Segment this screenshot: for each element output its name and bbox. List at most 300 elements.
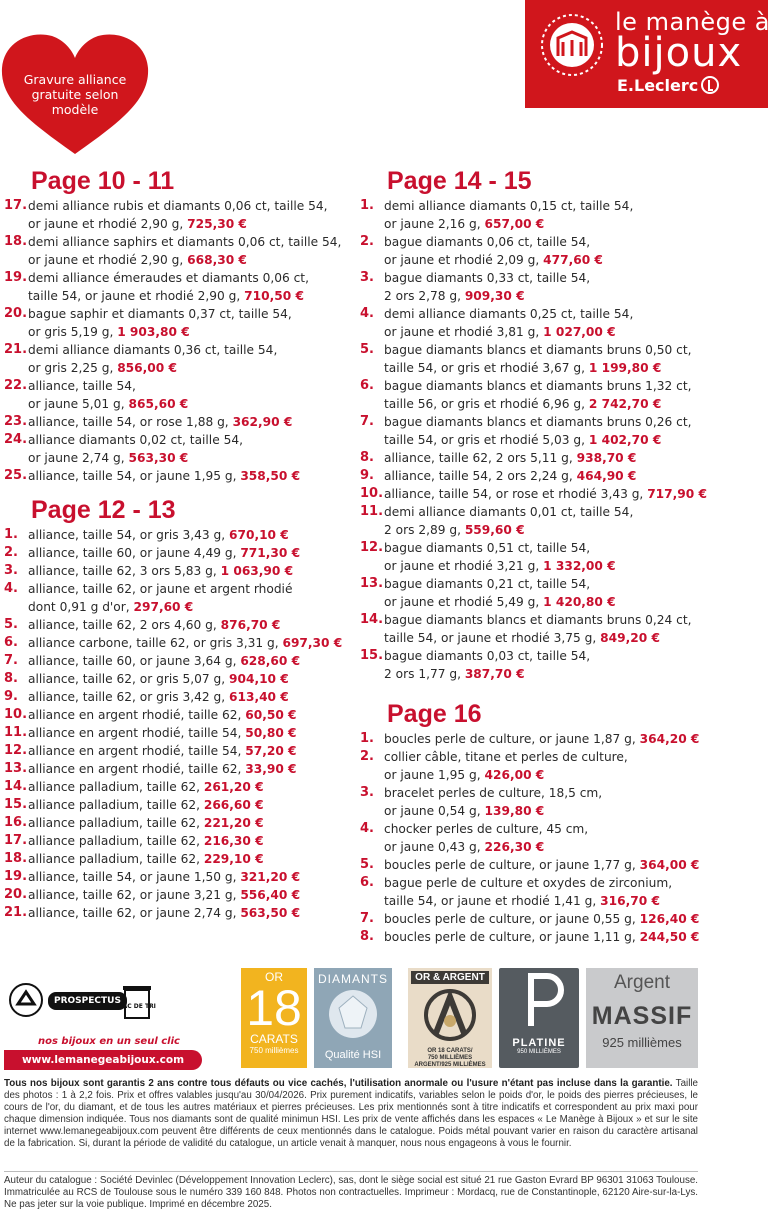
list-item xyxy=(360,575,764,611)
item-description xyxy=(28,778,354,796)
list-item xyxy=(4,305,354,341)
platine-icon xyxy=(509,968,569,1032)
item-description xyxy=(384,413,764,449)
item-description xyxy=(384,748,764,784)
bin-label: BAC DE TRI xyxy=(118,1003,156,1010)
item-price: 697,30 € xyxy=(282,636,343,650)
section-page-12-13 xyxy=(4,495,354,922)
list-item xyxy=(4,431,354,467)
item-line xyxy=(28,544,354,562)
item-description xyxy=(28,616,354,634)
item-text: bague diamants blancs et diamants bruns 1,32 ct, xyxy=(384,379,692,393)
list-item xyxy=(4,526,354,544)
item-number: 17. xyxy=(4,198,28,213)
item-text: alliance en argent rhodié, taille 62, xyxy=(28,708,246,722)
item-description xyxy=(28,634,354,652)
item-line xyxy=(384,784,764,802)
item-number: 1. xyxy=(4,527,18,542)
item-line xyxy=(384,647,764,665)
item-text: or gris 5,19 g, xyxy=(28,325,118,339)
item-line xyxy=(384,305,764,323)
item-description xyxy=(384,341,764,377)
item-number: 25. xyxy=(4,468,28,483)
item-number: 4. xyxy=(360,306,374,321)
item-description xyxy=(384,784,764,820)
item-description xyxy=(384,467,764,485)
legal-text: Tous nos bijoux sont garantis 2 ans contre tous défauts ou vice cachés, l'utilisation anormale ou l'usure n'étant pas incluse dans la garantie. Taille des photos : 1 à 2,2 fois. Prix et offres valables jusqu'au 30/04/2026. Prix purement indicatifs, variables selon le poids d'or, le poids des pierres précieuses, le cours de l'or, du diamant, et de tous les autres matériaux et pierres précieuses. Les prix mentionnés sont à titre indicatifs et correspondent au prix maxi pour chaque dimension indiquée. Tous nos diamants sont de qualité minimun HSI. Les prix de vente affichés dans les espaces « Le Manège à Bijoux » et sur le site internet www.lemanegeabijoux.com peuvent être différents de ceux mentionnés dans le catalogue. Poids métal pouvant varier en raison du caractère artisanal de la fabrication. Si, durant la période de validité du catalogue, un article venait à manquer, nous nous engageons à vous le fournir. xyxy=(4,1078,699,1149)
item-description xyxy=(384,928,764,946)
list-item xyxy=(360,820,764,856)
item-price: 1 903,80 € xyxy=(117,325,190,339)
item-line xyxy=(384,874,764,892)
item-line xyxy=(384,629,764,647)
item-text: bague diamants 0,06 ct, taille 54, xyxy=(384,235,591,249)
item-description xyxy=(28,688,354,706)
item-text: bague diamants 0,33 ct, taille 54, xyxy=(384,271,591,285)
item-price: 358,50 € xyxy=(240,469,301,483)
recycling-bin-icon xyxy=(118,984,156,1020)
item-text: bracelet perles de culture, 18,5 cm, xyxy=(384,786,603,800)
item-price: 668,30 € xyxy=(187,253,247,267)
item-description xyxy=(28,233,354,269)
list-item xyxy=(360,197,764,233)
item-line xyxy=(384,892,764,910)
item-line xyxy=(28,886,354,904)
item-text: alliance, taille 62, 3 ors 5,83 g, xyxy=(28,564,221,578)
item-description xyxy=(28,269,354,305)
item-text: bague diamants 0,51 ct, taille 54, xyxy=(384,541,591,555)
item-price: 909,30 € xyxy=(464,289,525,303)
item-number: 9. xyxy=(4,689,18,704)
item-number: 18. xyxy=(4,234,28,249)
item-text: taille 54, or gris et rhodié 5,03 g, xyxy=(384,433,589,447)
item-price: 387,70 € xyxy=(464,667,525,681)
item-number: 11. xyxy=(4,725,28,740)
list-item xyxy=(4,377,354,413)
item-line xyxy=(28,233,354,251)
item-description xyxy=(28,562,354,580)
item-text: or jaune 0,43 g, xyxy=(384,840,485,854)
item-description xyxy=(28,814,354,832)
item-line xyxy=(384,766,764,784)
item-price: 426,00 € xyxy=(484,768,545,782)
item-number: 2. xyxy=(360,234,374,249)
item-price: 216,30 € xyxy=(203,834,264,848)
item-line xyxy=(384,395,764,413)
item-price: 2 742,70 € xyxy=(588,397,662,411)
item-price: 563,30 € xyxy=(128,451,189,465)
item-line xyxy=(384,233,764,251)
item-line xyxy=(384,539,764,557)
item-description xyxy=(384,197,764,233)
item-text: demi alliance diamants 0,15 ct, taille 54, xyxy=(384,199,634,213)
item-price: 33,90 € xyxy=(245,762,297,776)
item-price: 139,80 € xyxy=(484,804,545,818)
list-item xyxy=(360,269,764,305)
item-text: alliance, taille 62, 2 ors 4,60 g, xyxy=(28,618,221,632)
list-item xyxy=(4,760,354,778)
item-description xyxy=(384,539,764,575)
item-text: alliance, taille 62, or jaune 2,74 g, xyxy=(28,906,241,920)
item-price: 221,20 € xyxy=(203,816,264,830)
item-text: alliance diamants 0,02 ct, taille 54, xyxy=(28,433,243,447)
item-text: alliance, taille 54, xyxy=(28,379,136,393)
item-text: 2 ors 2,78 g, xyxy=(384,289,465,303)
item-price: 876,70 € xyxy=(220,618,281,632)
list-item xyxy=(360,874,764,910)
list-item xyxy=(360,413,764,449)
item-text: or jaune 0,54 g, xyxy=(384,804,485,818)
item-text: alliance palladium, taille 62, xyxy=(28,798,204,812)
item-number: 12. xyxy=(360,540,384,555)
divider xyxy=(4,1171,698,1172)
item-number: 17. xyxy=(4,833,28,848)
item-line xyxy=(28,670,354,688)
list-item xyxy=(4,341,354,377)
item-line xyxy=(384,521,764,539)
item-line xyxy=(28,377,354,395)
item-number: 11. xyxy=(360,504,384,519)
item-text: alliance, taille 60, or jaune 4,49 g, xyxy=(28,546,241,560)
item-description xyxy=(28,724,354,742)
list-item xyxy=(4,832,354,850)
item-text: boucles perle de culture, or jaune 1,11 g, xyxy=(384,930,640,944)
item-line xyxy=(28,760,354,778)
item-text: taille 54, or jaune et rhodié 1,41 g, xyxy=(384,894,601,908)
author-text: Auteur du catalogue : Société Devinlec (Développement Innovation Leclerc), sas, dont le siège social est situé 21 rue Gaston Evrard BP 96301 31063 Toulouse. Immatriculée au RCS de Toulouse sous le numéro 339 160 848. Photos non contractuelles. Imprimeur : Mordacq, rue de Constantinople, 62120 Aire-sur-la-Lys. Ne pas jeter sur la voie publique. Imprimé en décembre 2025. xyxy=(4,1175,699,1210)
list-item xyxy=(4,652,354,670)
item-line xyxy=(384,341,764,359)
item-text: bague saphir et diamants 0,37 ct, taille 54, xyxy=(28,307,292,321)
section-title: Page 14 - 15 xyxy=(387,167,532,195)
item-line xyxy=(28,904,354,922)
item-description xyxy=(28,580,354,616)
item-text: 2 ors 2,89 g, xyxy=(384,523,465,537)
carousel-emblem-icon xyxy=(539,12,605,78)
item-number: 19. xyxy=(4,270,28,285)
item-text: alliance, taille 62, or gris 3,42 g, xyxy=(28,690,229,704)
item-description xyxy=(28,742,354,760)
item-line xyxy=(384,197,764,215)
item-description xyxy=(28,886,354,904)
item-line xyxy=(28,341,354,359)
list-item xyxy=(360,928,764,946)
list-item xyxy=(360,467,764,485)
item-text: demi alliance saphirs et diamants 0,06 ct, taille 54, xyxy=(28,235,342,249)
item-line xyxy=(384,359,764,377)
item-description xyxy=(384,611,764,647)
item-line xyxy=(28,832,354,850)
item-line xyxy=(384,449,764,467)
item-line xyxy=(28,652,354,670)
item-line xyxy=(28,269,354,287)
item-number: 10. xyxy=(360,486,384,501)
item-price: 321,20 € xyxy=(240,870,301,884)
item-line xyxy=(384,269,764,287)
website-link[interactable]: www.lemanegeabijoux.com xyxy=(4,1050,202,1070)
item-text: alliance, taille 54, or gris 3,43 g, xyxy=(28,528,229,542)
item-number: 22. xyxy=(4,378,28,393)
item-text: collier câble, titane et perles de culture, xyxy=(384,750,628,764)
item-line xyxy=(384,575,764,593)
item-number: 4. xyxy=(4,581,18,596)
item-line xyxy=(28,796,354,814)
item-price: 725,30 € xyxy=(187,217,247,231)
item-description xyxy=(28,544,354,562)
list-item xyxy=(4,634,354,652)
item-number: 15. xyxy=(360,648,384,663)
item-line xyxy=(28,688,354,706)
list-item xyxy=(4,233,354,269)
item-line xyxy=(28,251,354,269)
item-text: dont 0,91 g d'or, xyxy=(28,600,134,614)
item-description xyxy=(384,730,764,748)
item-text: alliance, taille 62, or gris 5,07 g, xyxy=(28,672,229,686)
item-line xyxy=(28,868,354,886)
badge-argent-massif: Argent MASSIF 925 millièmes xyxy=(586,968,698,1068)
item-number: 1. xyxy=(360,731,374,746)
item-text: alliance palladium, taille 62, xyxy=(28,816,204,830)
item-text: alliance, taille 62, or jaune 3,21 g, xyxy=(28,888,241,902)
item-price: 364,20 € xyxy=(639,732,700,746)
item-price: 865,60 € xyxy=(128,397,189,411)
list-item xyxy=(4,706,354,724)
item-price: 856,00 € xyxy=(117,361,177,375)
item-line xyxy=(28,814,354,832)
list-item xyxy=(360,784,764,820)
section-title: Page 16 xyxy=(387,700,482,728)
item-description xyxy=(28,197,354,233)
item-price: 364,00 € xyxy=(639,858,700,872)
item-text: alliance carbone, taille 62, or gris 3,31 g, xyxy=(28,636,283,650)
list-item xyxy=(4,467,354,485)
list-item xyxy=(4,886,354,904)
item-text: demi alliance émeraudes et diamants 0,06 ct, xyxy=(28,271,309,285)
item-number: 18. xyxy=(4,851,28,866)
item-number: 10. xyxy=(4,707,28,722)
item-description xyxy=(28,413,354,431)
item-text: alliance, taille 54, or rose 1,88 g, xyxy=(28,415,233,429)
item-number: 13. xyxy=(360,576,384,591)
item-description xyxy=(28,670,354,688)
item-description xyxy=(384,856,764,874)
item-line xyxy=(28,413,354,431)
item-description xyxy=(384,575,764,611)
item-text: boucles perle de culture, or jaune 0,55 g, xyxy=(384,912,640,926)
item-number: 5. xyxy=(4,617,18,632)
item-number: 19. xyxy=(4,869,28,884)
item-description xyxy=(28,305,354,341)
item-price: 261,20 € xyxy=(203,780,264,794)
item-line xyxy=(384,748,764,766)
item-text: taille 54, or gris et rhodié 3,67 g, xyxy=(384,361,589,375)
item-text: alliance, taille 54, 2 ors 2,24 g, xyxy=(384,469,577,483)
item-price: 657,00 € xyxy=(484,217,545,231)
item-line xyxy=(28,359,354,377)
item-line xyxy=(384,910,764,928)
item-line xyxy=(28,323,354,341)
item-price: 1 420,80 € xyxy=(543,595,616,609)
list-item xyxy=(4,814,354,832)
list-item xyxy=(360,341,764,377)
item-line xyxy=(28,197,354,215)
item-number: 2. xyxy=(4,545,18,560)
triman-icon xyxy=(8,982,44,1018)
item-number: 12. xyxy=(4,743,28,758)
item-number: 16. xyxy=(4,815,28,830)
item-line xyxy=(28,467,354,485)
item-number: 3. xyxy=(360,785,374,800)
prospectus-label: PROSPECTUS xyxy=(48,992,127,1010)
item-price: 50,80 € xyxy=(245,726,297,740)
item-price: 126,40 € xyxy=(639,912,700,926)
list-item xyxy=(4,544,354,562)
item-number: 3. xyxy=(4,563,18,578)
item-text: boucles perle de culture, or jaune 1,77 g, xyxy=(384,858,640,872)
item-line xyxy=(384,377,764,395)
badge-platine: PLATINE 950 MILLIÈMES xyxy=(499,968,579,1068)
item-price: 60,50 € xyxy=(245,708,297,722)
section-title: Page 10 - 11 xyxy=(31,167,175,195)
section-page-10-11 xyxy=(4,166,354,485)
item-text: bague diamants 0,21 ct, taille 54, xyxy=(384,577,591,591)
item-number: 14. xyxy=(4,779,28,794)
item-price: 464,90 € xyxy=(576,469,637,483)
item-description xyxy=(384,820,764,856)
item-description xyxy=(28,467,354,485)
item-number: 5. xyxy=(360,857,374,872)
list-item xyxy=(360,305,764,341)
item-line xyxy=(28,526,354,544)
item-number: 8. xyxy=(4,671,18,686)
item-price: 226,30 € xyxy=(484,840,545,854)
tagline: nos bijoux en un seul clic xyxy=(38,1036,180,1047)
item-description xyxy=(28,431,354,467)
item-price: 904,10 € xyxy=(229,672,289,686)
list-item xyxy=(4,616,354,634)
list-item xyxy=(4,850,354,868)
item-description xyxy=(384,503,764,539)
list-item xyxy=(360,233,764,269)
item-description xyxy=(384,233,764,269)
item-text: or jaune 2,16 g, xyxy=(384,217,485,231)
item-text: demi alliance diamants 0,01 ct, taille 54, xyxy=(384,505,634,519)
item-line xyxy=(28,634,354,652)
item-description xyxy=(384,269,764,305)
item-text: boucles perle de culture, or jaune 1,87 g, xyxy=(384,732,640,746)
list-item xyxy=(360,485,764,503)
item-line xyxy=(28,305,354,323)
item-price: 244,50 € xyxy=(639,930,700,944)
list-item xyxy=(4,688,354,706)
item-text: chocker perles de culture, 45 cm, xyxy=(384,822,589,836)
item-text: or jaune et rhodié 5,49 g, xyxy=(384,595,544,609)
item-line xyxy=(384,431,764,449)
section-page-16 xyxy=(360,699,764,946)
item-price: 613,40 € xyxy=(229,690,289,704)
item-line xyxy=(384,287,764,305)
list-item xyxy=(4,562,354,580)
item-number: 4. xyxy=(360,821,374,836)
item-description xyxy=(384,485,764,503)
item-number: 14. xyxy=(360,612,384,627)
item-text: alliance, taille 54, or jaune 1,50 g, xyxy=(28,870,241,884)
item-description xyxy=(28,796,354,814)
item-description xyxy=(384,874,764,910)
item-text: alliance en argent rhodié, taille 54, xyxy=(28,726,246,740)
item-number: 1. xyxy=(360,198,374,213)
item-text: 2 ors 1,77 g, xyxy=(384,667,465,681)
item-price: 57,20 € xyxy=(245,744,297,758)
list-item xyxy=(4,904,354,922)
item-number: 13. xyxy=(4,761,28,776)
badge-or-18-carats: OR 18 CARATS 750 millièmes xyxy=(241,968,307,1068)
list-item xyxy=(4,413,354,431)
item-number: 20. xyxy=(4,887,28,902)
list-item xyxy=(4,197,354,233)
item-line xyxy=(28,431,354,449)
item-number: 5. xyxy=(360,342,374,357)
item-text: alliance, taille 54, or rose et rhodié 3,43 g, xyxy=(384,487,648,501)
item-description xyxy=(28,850,354,868)
item-number: 9. xyxy=(360,468,374,483)
diamond-icon xyxy=(325,986,381,1042)
item-price: 938,70 € xyxy=(576,451,637,465)
item-text: demi alliance diamants 0,36 ct, taille 54, xyxy=(28,343,278,357)
item-number: 7. xyxy=(360,911,374,926)
item-description xyxy=(28,832,354,850)
badge-diamants: DIAMANTS Qualité HSI xyxy=(314,968,392,1068)
badge-or-argent: OR & ARGENT OR 18 CARATS/ 750 MILLIÈMES ARGENT/925 MILLIÈMES xyxy=(408,968,492,1068)
logo-line-1: le manège à xyxy=(615,8,770,36)
list-item xyxy=(360,910,764,928)
item-line xyxy=(384,802,764,820)
left-column xyxy=(4,166,354,932)
item-description xyxy=(28,341,354,377)
item-price: 1 063,90 € xyxy=(220,564,294,578)
list-item xyxy=(4,724,354,742)
item-number: 6. xyxy=(4,635,18,650)
item-line xyxy=(28,850,354,868)
item-number: 23. xyxy=(4,414,28,429)
item-text: or jaune et rhodié 2,90 g, xyxy=(28,253,188,267)
item-text: alliance palladium, taille 62, xyxy=(28,834,204,848)
item-price: 710,50 € xyxy=(244,289,304,303)
item-number: 20. xyxy=(4,306,28,321)
item-number: 8. xyxy=(360,450,374,465)
brand-logo[interactable] xyxy=(525,0,768,108)
list-item xyxy=(360,377,764,413)
list-item xyxy=(360,647,764,683)
item-text: alliance en argent rhodié, taille 54, xyxy=(28,744,246,758)
item-line xyxy=(28,706,354,724)
item-number: 7. xyxy=(360,414,374,429)
item-price: 670,10 € xyxy=(229,528,289,542)
item-line xyxy=(384,838,764,856)
or-argent-icon xyxy=(420,987,480,1043)
item-text: alliance palladium, taille 62, xyxy=(28,852,204,866)
item-number: 15. xyxy=(4,797,28,812)
item-price: 559,60 € xyxy=(464,523,525,537)
item-price: 1 199,80 € xyxy=(588,361,662,375)
item-line xyxy=(384,485,764,503)
section-title: Page 12 - 13 xyxy=(31,496,176,524)
item-price: 1 402,70 € xyxy=(588,433,662,447)
item-text: alliance, taille 62, 2 ors 5,11 g, xyxy=(384,451,577,465)
item-text: bague diamants 0,03 ct, taille 54, xyxy=(384,649,591,663)
item-price: 556,40 € xyxy=(240,888,301,902)
item-line xyxy=(384,730,764,748)
